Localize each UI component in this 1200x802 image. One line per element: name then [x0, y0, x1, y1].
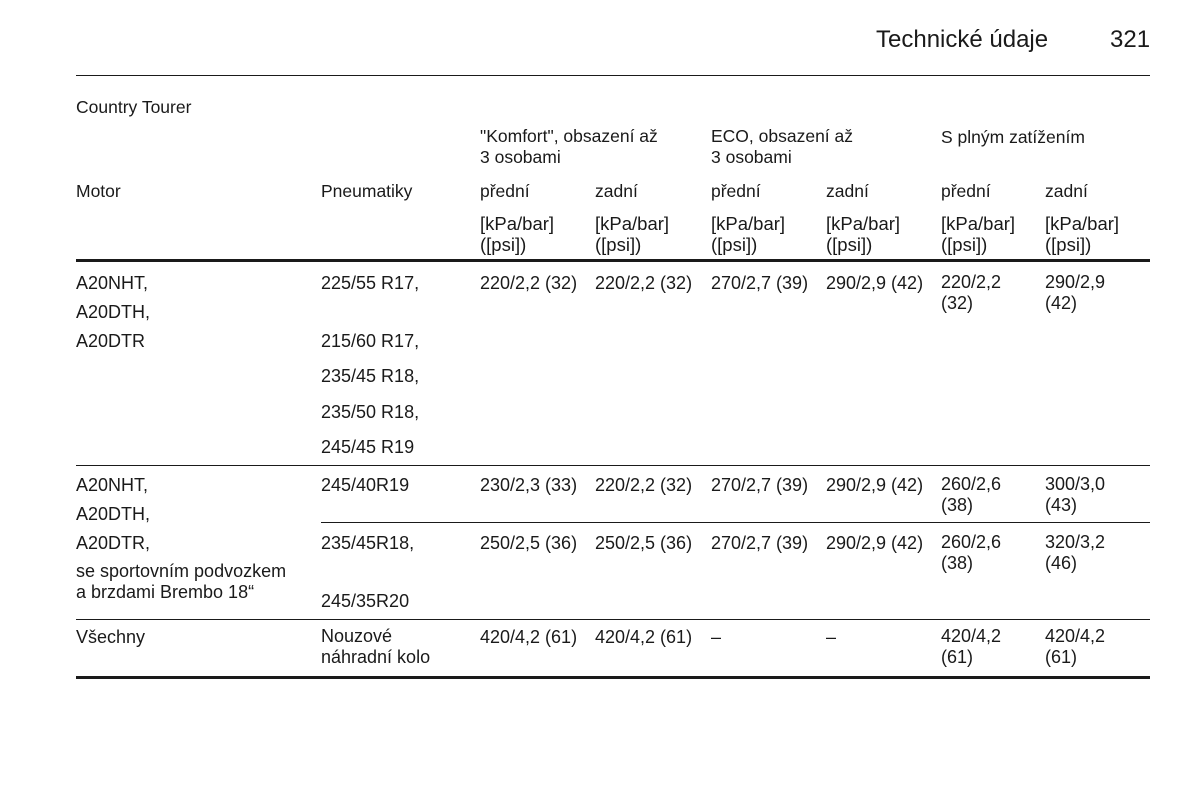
row3-motor: Všechny — [76, 627, 146, 647]
row3-komfort-front: 420/4,2 (61) — [480, 627, 578, 647]
row2a-komfort-rear: 220/2,2 (32) — [595, 475, 693, 495]
row2-motor: A20NHT, — [76, 475, 149, 495]
row2b-eco-front: 270/2,7 (39) — [711, 533, 809, 553]
row2a-eco-front: 270/2,7 (39) — [711, 475, 809, 495]
row2a-tire: 245/40R19 — [321, 475, 410, 495]
row2b-komfort-rear: 250/2,5 (36) — [595, 533, 693, 553]
group-header-komfort: "Komfort", obsazení až 3 osobami — [480, 126, 658, 167]
column-header-eco-front: přední — [711, 181, 761, 201]
row2b-tire: 235/45R18, — [321, 533, 415, 553]
row3-eco-front: – — [711, 627, 722, 647]
column-header-komfort-front: přední — [480, 181, 530, 201]
row-divider — [76, 465, 1150, 466]
page-number: 321 — [1110, 26, 1151, 53]
row3-full-front: 420/4,2 (61) — [941, 626, 1002, 667]
column-header-komfort-rear: zadní — [595, 181, 638, 201]
unit-header: [kPa/bar] ([psi]) — [480, 213, 555, 255]
table-bottom-rule — [76, 676, 1150, 679]
row1-full-rear: 290/2,9 (42) — [1045, 272, 1106, 313]
row2b-full-front: 260/2,6 (38) — [941, 532, 1002, 573]
column-header-tires: Pneumatiky — [321, 181, 413, 201]
row1-tire: 215/60 R17, — [321, 331, 420, 351]
group-header-eco: ECO, obsazení až 3 osobami — [711, 126, 854, 167]
row1-tire: 225/55 R17, — [321, 273, 420, 293]
unit-header: [kPa/bar] ([psi]) — [711, 213, 786, 255]
row1-tire: 245/45 R19 — [321, 437, 415, 457]
unit-header: [kPa/bar] ([psi]) — [595, 213, 670, 255]
row2b-komfort-front: 250/2,5 (36) — [480, 533, 578, 553]
row3-tire: Nouzové náhradní kolo — [321, 626, 431, 667]
row3-komfort-rear: 420/4,2 (61) — [595, 627, 693, 647]
row3-eco-rear: – — [826, 627, 837, 647]
row1-motor: A20NHT, — [76, 273, 149, 293]
row2b-full-rear: 320/3,2 (46) — [1045, 532, 1106, 573]
row3-full-rear: 420/4,2 (61) — [1045, 626, 1106, 667]
row2a-komfort-front: 230/2,3 (33) — [480, 475, 578, 495]
group-header-full-load: S plným zatížením — [941, 127, 1085, 147]
header-bottom-rule — [76, 259, 1150, 262]
table-caption: Country Tourer — [76, 97, 192, 117]
row2a-eco-rear: 290/2,9 (42) — [826, 475, 924, 495]
row1-komfort-front: 220/2,2 (32) — [480, 273, 578, 293]
column-header-eco-rear: zadní — [826, 181, 869, 201]
row1-tire: 235/50 R18, — [321, 402, 420, 422]
unit-header: [kPa/bar] ([psi]) — [941, 213, 1016, 255]
row1-full-front: 220/2,2 (32) — [941, 272, 1002, 313]
row1-tire: 235/45 R18, — [321, 366, 420, 386]
column-header-full-front: přední — [941, 181, 991, 201]
row1-eco-front: 270/2,7 (39) — [711, 273, 809, 293]
column-header-motor: Motor — [76, 181, 121, 201]
row2-motor: A20DTR, — [76, 533, 151, 553]
row2-motor: A20DTH, — [76, 504, 151, 524]
row2b-tire: 245/35R20 — [321, 591, 410, 611]
row1-motor: A20DTH, — [76, 302, 151, 322]
sub-row-divider — [321, 522, 1150, 523]
unit-header: [kPa/bar] ([psi]) — [1045, 213, 1120, 255]
row1-motor: A20DTR — [76, 331, 146, 351]
row1-komfort-rear: 220/2,2 (32) — [595, 273, 693, 293]
section-title: Technické údaje — [876, 26, 1049, 53]
row1-eco-rear: 290/2,9 (42) — [826, 273, 924, 293]
row2a-full-front: 260/2,6 (38) — [941, 474, 1002, 515]
unit-header: [kPa/bar] ([psi]) — [826, 213, 901, 255]
header-rule — [76, 75, 1150, 76]
row-divider — [76, 619, 1150, 620]
column-header-full-rear: zadní — [1045, 181, 1088, 201]
row2a-full-rear: 300/3,0 (43) — [1045, 474, 1106, 515]
row2b-eco-rear: 290/2,9 (42) — [826, 533, 924, 553]
row2-motor-note: se sportovním podvozkem a brzdami Brembo 18“ — [76, 561, 287, 602]
